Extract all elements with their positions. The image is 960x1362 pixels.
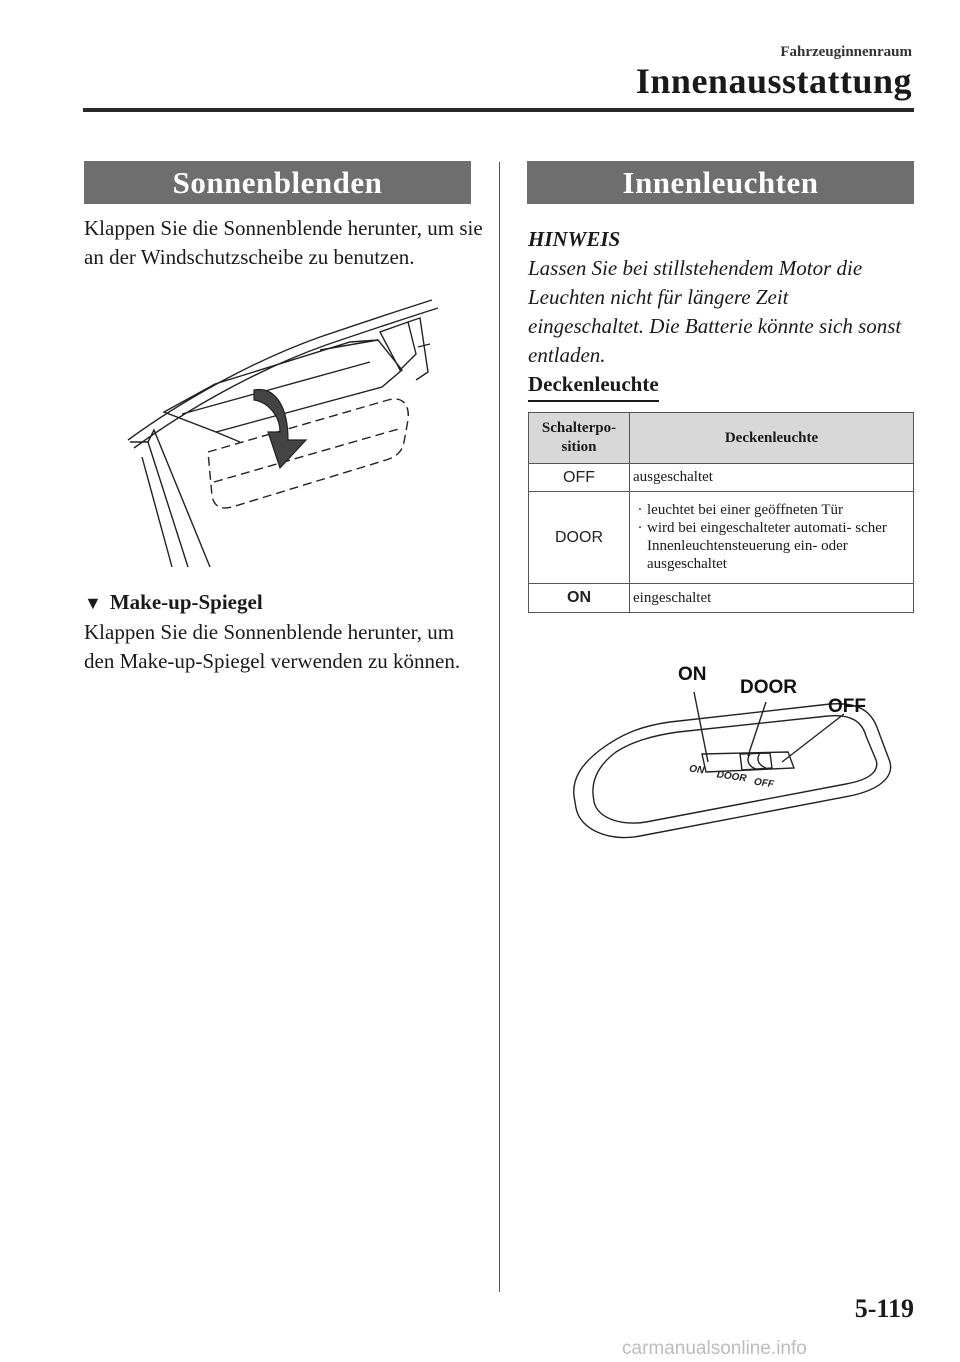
table-row bbox=[529, 584, 914, 613]
triangle-down-icon: ▼ bbox=[84, 592, 102, 613]
page-number: 5-119 bbox=[854, 1294, 914, 1323]
table-cell-position: DOOR bbox=[529, 492, 630, 584]
callout-off: OFF bbox=[828, 696, 866, 717]
table-cell-position: OFF bbox=[529, 464, 630, 492]
table-cell-description: ausgeschaltet bbox=[630, 464, 914, 492]
note-heading: HINWEIS bbox=[528, 227, 621, 251]
list-item-text: leuchtet bei einer geöffneten Tür bbox=[647, 502, 844, 518]
interior-lights-banner: Innenleuchten bbox=[527, 161, 914, 204]
table-header-light: Deckenleuchte bbox=[630, 413, 914, 464]
makeup-mirror-heading-text: Make-up-Spiegel bbox=[109, 590, 263, 614]
makeup-mirror-paragraph: Klappen Sie die Sonnenblende herunter, um den Make-up-Spiegel verwenden zu können. bbox=[84, 620, 461, 673]
table-row bbox=[529, 464, 914, 492]
table-cell-description bbox=[630, 492, 914, 584]
header-rule bbox=[83, 108, 914, 112]
table-cell-position: ON bbox=[529, 584, 630, 613]
makeup-mirror-heading bbox=[84, 590, 263, 615]
column-divider bbox=[499, 162, 500, 1292]
switch-label-door: DOOR bbox=[715, 769, 748, 785]
list-item: · leuchtet bei einer geöffneten Tür bbox=[637, 502, 844, 518]
switch-label-on: ON bbox=[688, 763, 705, 777]
note-text: Lassen Sie bei stillstehendem Motor die Leuchten nicht für längere Zeit eingeschaltet. Die Batterie könnte sich sonst entladen. bbox=[528, 256, 902, 367]
switch-label-off: OFF bbox=[753, 776, 775, 791]
list-item-text: wird bei eingeschalteter automati- scher Innenleuchtensteuerung ein- oder ausgeschaltet bbox=[647, 520, 887, 572]
callout-on: ON bbox=[678, 664, 707, 685]
table-header-row bbox=[529, 413, 914, 464]
section-title: Innenausstattung bbox=[635, 61, 912, 101]
list-item: · wird bei eingeschalteter automati- scher Innenleuchtensteuerung ein- oder ausgeschaltet bbox=[633, 519, 909, 573]
overhead-light-table bbox=[528, 412, 914, 613]
chapter-label: Fahrzeuginnenraum bbox=[780, 44, 912, 60]
table-row bbox=[529, 492, 914, 584]
table-cell-description: eingeschaltet bbox=[630, 584, 914, 613]
overhead-light-illustration bbox=[560, 650, 900, 870]
watermark: carmanualsonline.info bbox=[622, 1338, 807, 1359]
sun-visor-illustration bbox=[120, 292, 440, 574]
sun-visor-banner: Sonnenblenden bbox=[84, 161, 471, 204]
table-header-position: Schalterpo- sition bbox=[529, 413, 630, 464]
overhead-light-heading: Deckenleuchte bbox=[528, 372, 659, 402]
sun-visor-paragraph: Klappen Sie die Sonnenblende herunter, um sie an der Windschutzscheibe zu benutzen. bbox=[84, 216, 483, 269]
callout-door: DOOR bbox=[740, 677, 797, 698]
